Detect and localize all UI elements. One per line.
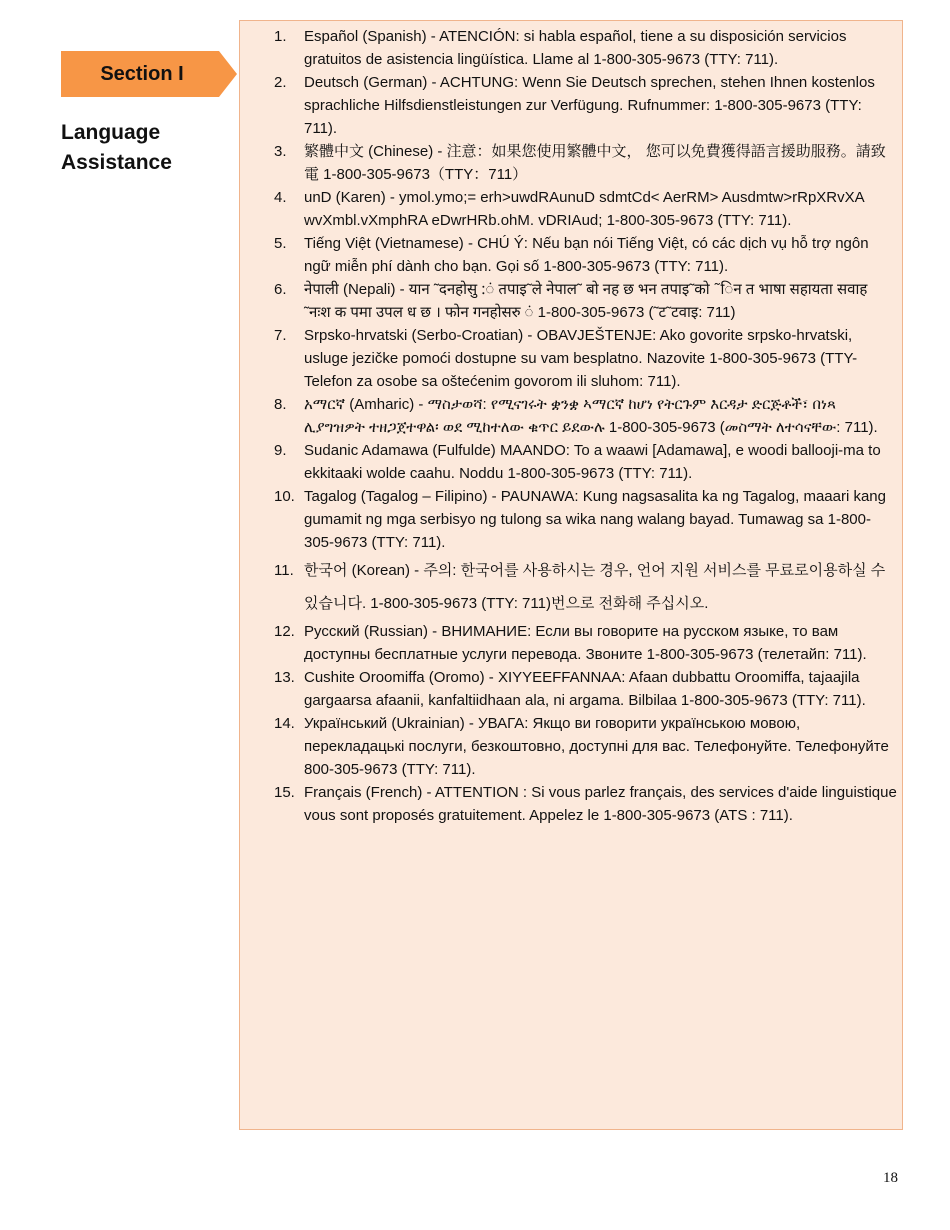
- list-item: [274, 712, 898, 781]
- item-text: Sudanic Adamawa (Fulfulde) MAANDO: To a waawi [Adamawa], e woodi ballooji-ma to ekkitaaki wolde caahu. Noddu 1-800-305-9673 (TTY: 711).: [304, 442, 881, 482]
- item-text: አማርኛ (Amharic) - ማስታወሻ: የሚናገሩት ቋንቋ ኣማርኛ ከሆነ የትርጉም እርዳታ ድርጅቶች፣ በነጻ ሊያግዝዎት ተዘጋጀተዋል፡ ወደ ሚከተለው ቁጥር ይደውሉ 1-800-305-9673 (መስማት ለተሳናቸው: 711).: [304, 396, 878, 436]
- list-item: [274, 71, 898, 140]
- list-item: [274, 140, 898, 186]
- list-item: [274, 186, 898, 232]
- item-text: Cushite Oroomiffa (Oromo) - XIYYEEFFANNAA: Afaan dubbattu Oroomiffa, tajaajila gargaarsa afaanii, kanfaltiidhaan ala, ni argama. Bilbilaa 1-800-305-9673 (TTY: 711).: [304, 669, 866, 709]
- item-text: Español (Spanish) - ATENCIÓN: si habla español, tiene a su disposición servicios gratuitos de asistencia lingüística. Llame al 1-800-305-9673 (TTY: 711).: [304, 28, 847, 68]
- item-number: 2.: [274, 74, 287, 91]
- list-item: [274, 620, 898, 666]
- list-item: [274, 439, 898, 485]
- item-text: Deutsch (German) - ACHTUNG: Wenn Sie Deutsch sprechen, stehen Ihnen kostenlos sprachliche Hilfsdienstleistungen zur Verfügung. Rufnummer: 1-800-305-9673 (TTY: 711).: [304, 74, 875, 137]
- item-number: 9.: [274, 442, 287, 459]
- item-number: 14.: [274, 715, 295, 732]
- item-text: Русский (Russian) - ВНИМАНИЕ: Если вы говорите на русском языке, то вам доступны бесплатные услуги перевода. Звоните 1-800-305-9673 (телетайп: 711).: [304, 623, 867, 663]
- item-text: 繁體中文 (Chinese) - 注意：如果您使用繁體中文， 您可以免費獲得語言援助服務。請致電 1-800-305-9673（TTY：711）: [304, 143, 886, 183]
- list-item: [274, 554, 898, 620]
- item-number: 15.: [274, 784, 295, 801]
- item-text: Tagalog (Tagalog – Filipino) - PAUNAWA: Kung nagsasalita ka ng Tagalog, maaari kang gumamit ng mga serbisyo ng tulong sa wika nang walang bayad. Tumawag sa 1-800-305-9673 (TTY: 711).: [304, 488, 886, 551]
- item-number: 10.: [274, 488, 295, 505]
- list-item: [274, 324, 898, 393]
- language-list: [274, 25, 898, 827]
- item-number: 12.: [274, 623, 295, 640]
- item-number: 1.: [274, 28, 287, 45]
- item-text: Français (French) - ATTENTION : Si vous parlez français, des services d'aide linguistique vous sont proposés gratuitement. Appelez le 1-800-305-9673 (ATS : 711).: [304, 784, 897, 824]
- item-number: 13.: [274, 669, 295, 686]
- item-text: नेपाली (Nepali) - यान ˜दनहोसु :ं तपाइ˜ले नेपाल˜ बो नह छ भन तपाइ˜को ˜िन त भाषा सहायता सवाह ˜नःश क पमा उपल ध छ । फोन गनहोसरु ं 1-800-305-9673 (˜ट˜टवाइ: 711): [304, 281, 868, 321]
- item-text: Tiếng Việt (Vietnamese) - CHÚ Ý: Nếu bạn nói Tiếng Việt, có các dịch vụ hỗ trợ ngôn ngữ miễn phí dành cho bạn. Gọi số 1-800-305-9673 (TTY: 711).: [304, 235, 869, 275]
- item-number: 8.: [274, 396, 287, 413]
- item-text: Український (Ukrainian) - УВАГА: Якщо ви говорити українською мовою, перекладацькі послуги, безкоштовно, доступні для вас. Телефонуйте. Телефонуйте 800-305-9673 (TTY: 711).: [304, 715, 889, 778]
- page-number: 18: [883, 1170, 898, 1186]
- section-tab-label: Section I: [100, 63, 184, 85]
- item-text: Srpsko-hrvatski (Serbo-Croatian) - OBAVJEŠTENJE: Ako govorite srpsko-hrvatski, usluge jezičke pomoći dostupne su vam besplatno. Nazovite 1-800-305-9673 (TTY- Telefon za osobe sa oštećenim govorom ili sluhom: 711).: [304, 327, 858, 390]
- section-tab: [61, 51, 237, 97]
- item-text: 한국어 (Korean) - 주의: 한국어를 사용하시는 경우, 언어 지원 서비스를 무료로이용하실 수있습니다. 1-800-305-9673 (TTY: 711)번으로 전화해 주십시오.: [304, 562, 886, 612]
- item-number: 11.: [274, 562, 294, 579]
- list-item: [274, 278, 898, 324]
- section-title: Language Assistance: [61, 121, 172, 174]
- list-item: [274, 393, 898, 439]
- list-item: [274, 781, 898, 827]
- item-number: 5.: [274, 235, 287, 252]
- list-item: [274, 232, 898, 278]
- item-text: unD (Karen) - ymol.ymo;= erh>uwdRAunuD sdmtCd< AerRM> Ausdmtw>rRpXRvXA wvXmbl.vXmphRA eDwrHRb.ohM. vDRIAud; 1-800-305-9673 (TTY: 711).: [304, 189, 864, 229]
- item-number: 4.: [274, 189, 287, 206]
- language-assistance-panel: [239, 20, 903, 1130]
- item-number: 3.: [274, 143, 287, 160]
- list-item: [274, 485, 898, 554]
- item-number: 6.: [274, 281, 287, 298]
- list-item: [274, 25, 898, 71]
- list-item: [274, 666, 898, 712]
- item-number: 7.: [274, 327, 287, 344]
